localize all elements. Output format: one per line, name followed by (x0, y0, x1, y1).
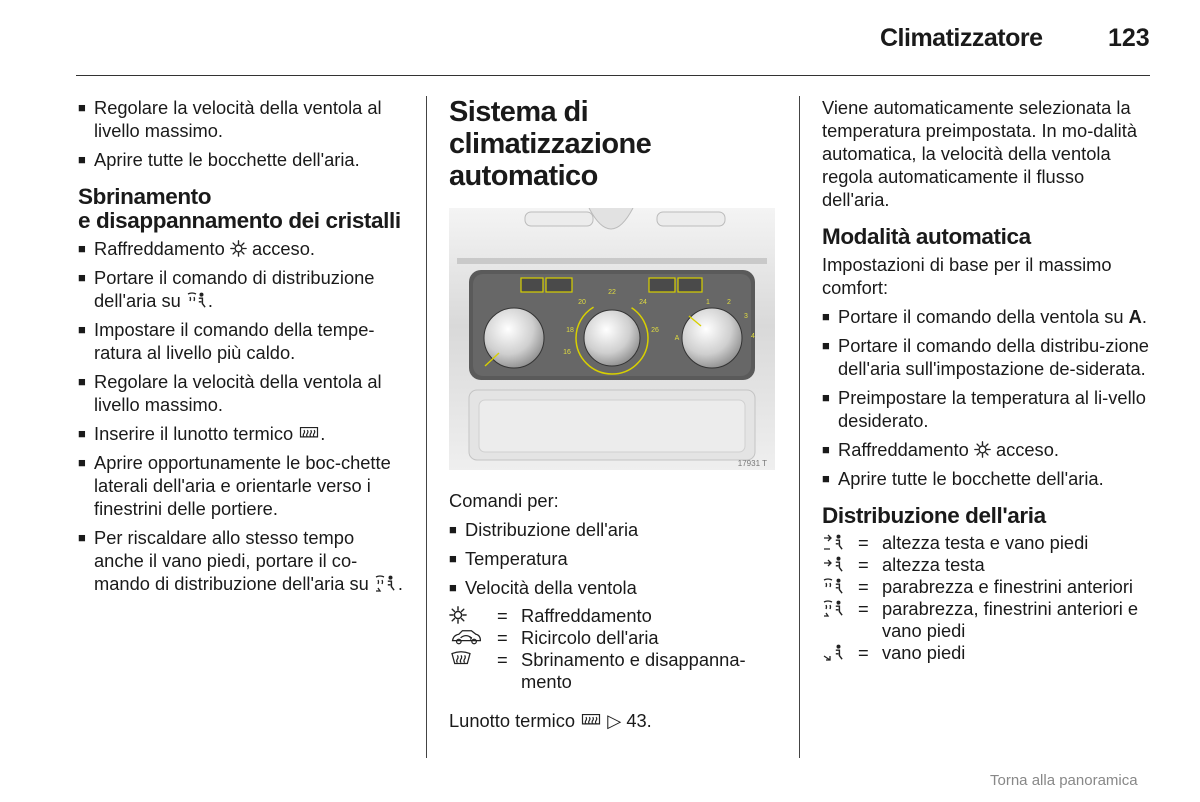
list-item: ■ Temperatura (449, 548, 568, 569)
section-heading-auto-climate: Sistema di climatizzazione automatico (449, 96, 652, 192)
air-distribution-legend (822, 532, 1154, 664)
temperature-knob (584, 310, 640, 366)
list-item: ■ Aprire opportunamente le boc-chette laterali dell'aria e orientarle verso i finestrini delle portiere. (78, 452, 391, 519)
legend-row: = Raffreddamento (449, 605, 781, 627)
page-ref-arrow-icon: ▷ (607, 710, 622, 731)
fan-label: A (674, 335, 680, 342)
head-feet-icon (822, 533, 846, 551)
list-item: ■ Regolare la velocità della ventola al livello massimo. (78, 97, 382, 141)
windscreen-icon (186, 291, 208, 309)
list-item: ■ Distribuzione dell'aria (449, 519, 639, 540)
figure-code: 17931 T (737, 459, 767, 468)
page-title: Climatizzatore (880, 24, 1043, 52)
temp-label: 22 (608, 289, 616, 296)
list-item: ■ Portare il comando della distribu-zione dell'aria sull'impostazione de-siderata. (822, 335, 1149, 379)
legend-row: = parabrezza e finestrini anteriori (822, 576, 1154, 598)
cooling-icon (449, 606, 467, 624)
symbol-legend (449, 605, 781, 693)
list-item: ■ Inserire il lunotto termico . (78, 423, 326, 444)
rear-window-button (678, 278, 702, 292)
back-to-overview-link[interactable]: Torna alla panoramica (990, 772, 1138, 789)
defrost-icon (449, 650, 473, 668)
windscreen-feet-icon (374, 574, 398, 592)
legend-row: = altezza testa e vano piedi (822, 532, 1154, 554)
controls-intro: Comandi per: (449, 490, 559, 511)
list-item: ■ Raffreddamento acceso. (822, 439, 1059, 460)
legend-row: = Sbrinamento e disappanna-mento (449, 649, 781, 693)
front-defrost-button (649, 278, 675, 292)
column-2 (449, 96, 781, 732)
windscreen-feet-icon (822, 599, 846, 617)
list-item: ■ Velocità della ventola (449, 577, 637, 598)
list-item: ■ Regolare la velocità della ventola al livello massimo. (78, 371, 382, 415)
temp-label: 26 (651, 327, 659, 334)
auto-mode-intro: Impostazioni di base per il massimo comfort: (822, 254, 1112, 298)
temp-label: 24 (639, 299, 647, 306)
recirculation-icon (449, 628, 483, 646)
windscreen-icon (822, 577, 846, 595)
fan-label: 4 (751, 333, 755, 340)
legend-row: = altezza testa (822, 554, 1154, 576)
auto-intro-paragraph: Viene automaticamente selezionata la temperatura preimpostata. In mo-dalità automatica, la velocità della ventola regola automaticamente il flusso dell'aria. (822, 97, 1137, 210)
temp-label: 16 (563, 349, 571, 356)
section-heading-auto-mode: Modalità automatica (822, 224, 1031, 249)
fan-label: 3 (744, 313, 748, 320)
climate-control-panel-figure (449, 208, 775, 470)
list-item: ■ Raffreddamento acceso. (78, 238, 315, 259)
list-item: ■ Impostare il comando della tempe-ratura al livello più caldo. (78, 319, 375, 363)
column-3 (822, 96, 1154, 664)
feet-icon (822, 643, 846, 661)
page-reference: 43. (626, 710, 652, 731)
header-rule (76, 75, 1150, 76)
page-number: 123 (1108, 24, 1150, 52)
list-item: ■ Portare il comando di distribuzione dell'aria su . (78, 267, 375, 311)
temp-label: 20 (578, 299, 586, 306)
fan-label: 1 (706, 299, 710, 306)
column-divider-2 (799, 96, 800, 758)
list-item: ■ Per riscaldare allo stesso tempo anche il vano piedi, portare il co-mando di distribuzione dell'aria su . (78, 527, 403, 594)
recirculation-button (546, 278, 572, 292)
rear-window-heating-icon (580, 712, 602, 729)
fan-label: 2 (727, 299, 731, 306)
list-item: ■ Portare il comando della ventola su A. (822, 306, 1147, 327)
section-heading-air-distribution: Distribuzione dell'aria (822, 503, 1046, 528)
list-item: ■ Aprire tutte le bocchette dell'aria. (78, 149, 360, 170)
head-icon (822, 555, 846, 573)
section-heading-defrost: Sbrinamento e disappannamento dei cristalli (78, 184, 401, 233)
cooling-icon (230, 240, 247, 257)
cooling-button (521, 278, 543, 292)
legend-row: = Ricircolo dell'aria (449, 627, 781, 649)
list-item: ■ Preimpostare la temperatura al li-vello desiderato. (822, 387, 1146, 431)
temp-label: 18 (566, 327, 574, 334)
legend-row: = parabrezza, finestrini anteriori e vano piedi (822, 598, 1154, 642)
list-item: ■ Aprire tutte le bocchette dell'aria. (822, 468, 1104, 489)
rear-window-reference: Lunotto termico ▷ 43. (449, 710, 652, 731)
column-divider-1 (426, 96, 427, 758)
column-1 (78, 96, 408, 601)
cooling-icon (974, 441, 991, 458)
rear-window-heating-icon (298, 425, 320, 442)
legend-row: = vano piedi (822, 642, 1154, 664)
